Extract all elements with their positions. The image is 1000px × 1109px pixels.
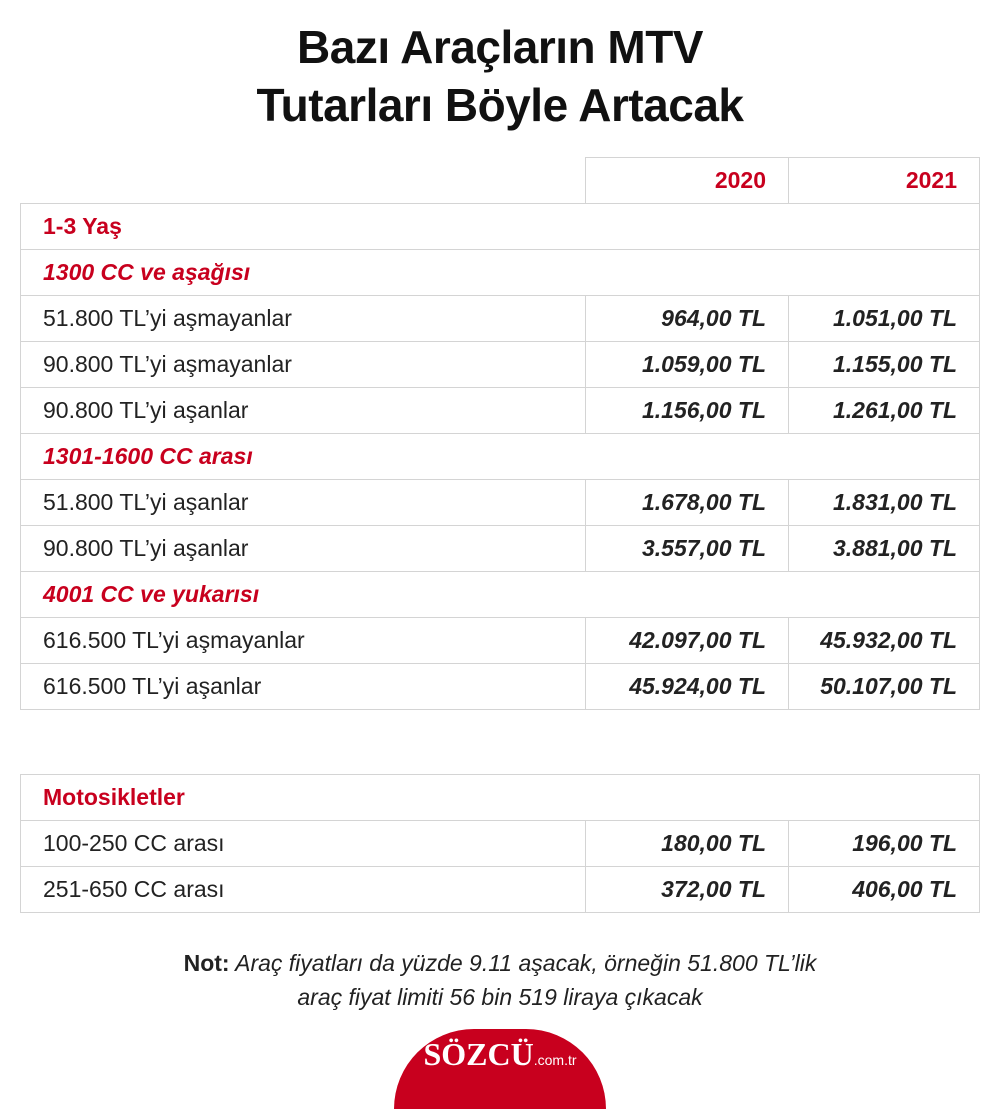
value-2021: 50.107,00 TL <box>789 664 980 710</box>
header-2021: 2021 <box>789 158 980 204</box>
logo-domain: .com.tr <box>533 1052 577 1068</box>
value-2021: 45.932,00 TL <box>789 618 980 664</box>
note-line-2: araç fiyat limiti 56 bin 519 liraya çıkacak <box>297 984 703 1010</box>
value-2021: 1.155,00 TL <box>789 342 980 388</box>
logo-brand: SÖZCÜ <box>423 1036 534 1072</box>
value-2020: 1.156,00 TL <box>586 388 789 434</box>
mtv-table-cars <box>20 157 980 710</box>
value-2020: 180,00 TL <box>586 821 789 867</box>
section-heading: 1300 CC ve aşağısı <box>21 250 980 296</box>
note-line-1: Araç fiyatları da yüzde 9.11 aşacak, örneğin 51.800 TL’lik <box>229 950 817 976</box>
title-line-2: Tutarları Böyle Artacak <box>256 79 744 131</box>
footnote <box>0 946 1000 1014</box>
table-row <box>21 867 980 913</box>
table-row <box>21 618 980 664</box>
group-row <box>21 775 980 821</box>
value-2021: 3.881,00 TL <box>789 526 980 572</box>
value-2020: 3.557,00 TL <box>586 526 789 572</box>
mtv-table-motorcycles <box>20 774 980 913</box>
table-row <box>21 480 980 526</box>
value-2021: 1.261,00 TL <box>789 388 980 434</box>
header-row <box>21 158 980 204</box>
value-2020: 42.097,00 TL <box>586 618 789 664</box>
table-row <box>21 342 980 388</box>
group-heading: 1-3 Yaş <box>21 204 980 250</box>
value-2020: 45.924,00 TL <box>586 664 789 710</box>
note-prefix: Not: <box>183 950 230 976</box>
header-2020: 2020 <box>586 158 789 204</box>
section-heading: 4001 CC ve yukarısı <box>21 572 980 618</box>
sozcu-logo <box>394 1029 606 1109</box>
page-title <box>0 18 1000 134</box>
row-label: 251-650 CC arası <box>21 867 586 913</box>
table-row <box>21 526 980 572</box>
row-label: 616.500 TL’yi aşmayanlar <box>21 618 586 664</box>
value-2021: 406,00 TL <box>789 867 980 913</box>
value-2021: 1.051,00 TL <box>789 296 980 342</box>
table-row <box>21 664 980 710</box>
row-label: 51.800 TL’yi aşmayanlar <box>21 296 586 342</box>
section-row <box>21 572 980 618</box>
table-row <box>21 821 980 867</box>
row-label: 90.800 TL’yi aşanlar <box>21 526 586 572</box>
value-2020: 372,00 TL <box>586 867 789 913</box>
title-line-1: Bazı Araçların MTV <box>297 21 703 73</box>
value-2020: 1.059,00 TL <box>586 342 789 388</box>
table-row <box>21 296 980 342</box>
group-row <box>21 204 980 250</box>
row-label: 90.800 TL’yi aşmayanlar <box>21 342 586 388</box>
section-heading: 1301-1600 CC arası <box>21 434 980 480</box>
row-label: 100-250 CC arası <box>21 821 586 867</box>
section-row <box>21 250 980 296</box>
value-2020: 964,00 TL <box>586 296 789 342</box>
table-row <box>21 388 980 434</box>
row-label: 51.800 TL’yi aşanlar <box>21 480 586 526</box>
value-2020: 1.678,00 TL <box>586 480 789 526</box>
moto-heading: Motosikletler <box>21 775 980 821</box>
row-label: 90.800 TL’yi aşanlar <box>21 388 586 434</box>
section-row <box>21 434 980 480</box>
row-label: 616.500 TL’yi aşanlar <box>21 664 586 710</box>
value-2021: 1.831,00 TL <box>789 480 980 526</box>
header-blank-cell <box>21 158 586 204</box>
value-2021: 196,00 TL <box>789 821 980 867</box>
